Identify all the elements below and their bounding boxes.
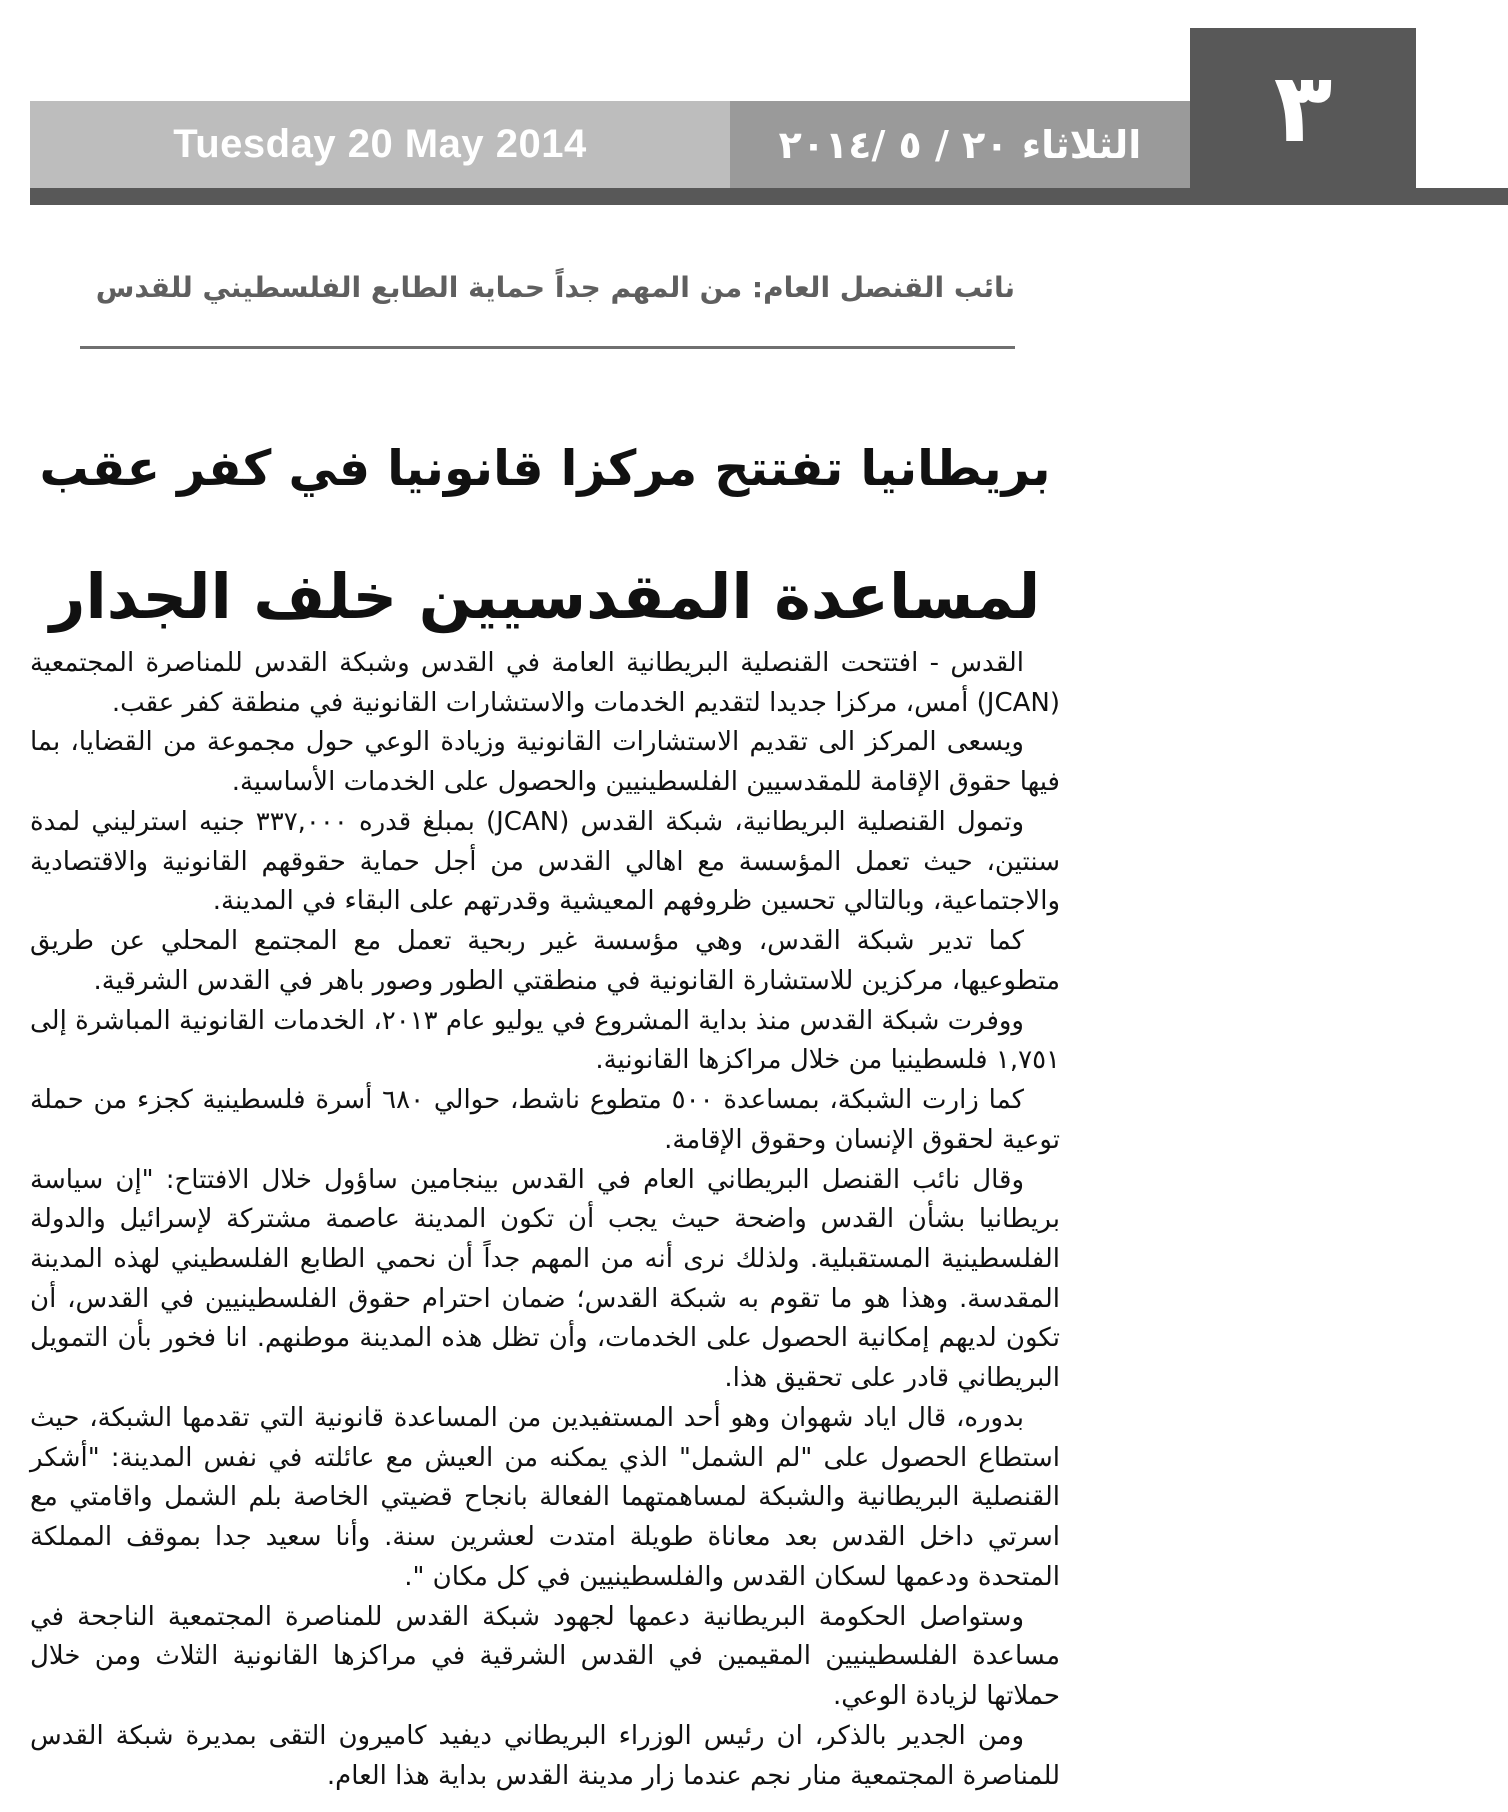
- article-paragraph: القدس - افتتحت القنصلية البريطانية العامة في القدس وشبكة القدس للمناصرة المجتمعية (JCAN) أمس، مركزا جديدا لتقديم الخدمات والاستشارات القانونية في منطقة كفر عقب.: [30, 648, 1060, 718]
- article-paragraph: وتمول القنصلية البريطانية، شبكة القدس (JCAN) بمبلغ قدره ٣٣٧,٠٠٠ جنيه استرليني لمدة سنتين، حيث تعمل المؤسسة مع اهالي القدس من أجل حماية حقوقهم القانونية والاقتصادية والاجتماعية، وبالتالي تحسين ظروفهم المعيشية وقدرتهم على البقاء في المدينة.: [30, 806, 1060, 917]
- article-paragraph: كما تدير شبكة القدس، وهي مؤسسة غير ربحية تعمل مع المجتمع المحلي عن طريق متطوعيها، مركزين للاستشارة القانونية في منطقتي الطور وصور باهر في القدس الشرقية.: [30, 926, 1060, 996]
- article-paragraph: ووفرت شبكة القدس منذ بداية المشروع في يوليو عام ٢٠١٣، الخدمات القانونية المباشرة إلى ١,٧٥١ فلسطينيا من خلال مراكزها القانونية.: [30, 1005, 1060, 1076]
- english-date: Tuesday 20 May 2014: [173, 122, 587, 166]
- kicker-divider: [80, 346, 1015, 349]
- arabic-date: الثلاثاء ٢٠ / ٥ /٢٠١٤: [778, 122, 1142, 167]
- article-paragraph: ويسعى المركز الى تقديم الاستشارات القانونية وزيادة الوعي حول مجموعة من القضايا، بما فيها حقوق الإقامة للمقدسيين الفلسطينيين والحصول على الخدمات الأساسية.: [30, 727, 1060, 798]
- article-paragraph: كما زارت الشبكة، بمساعدة ٥٠٠ متطوع ناشط، حوالي ٦٨٠ أسرة فلسطينية كجزء من حملة توعية لحقوق الإنسان وحقوق الإقامة.: [30, 1085, 1060, 1155]
- headline-line-1: بريطانيا تفتتح مركزا قانونيا في كفر عقب: [39, 440, 1051, 497]
- article-paragraph: وقال نائب القنصل البريطاني العام في القدس بينجامين ساؤول خلال الافتتاح: "إن سياسة بريطانيا بشأن القدس واضحة حيث يجب أن تكون المدينة عاصمة مشتركة لإسرائيل والدولة الفلسطينية المستقبلية. ولذلك نرى أنه من المهم جداً أن نحمي الطابع الفلسطيني لهذه المدينة المقدسة. وهذا هو ما تقوم به شبكة القدس؛ ضمان احترام حقوق الفلسطينيين في القدس، أن تكون لديهم إمكانية الحصول على الخدمات، وأن تظل هذه المدينة موطنهم. انا فخور بأن التمويل البريطاني قادر على تحقيق هذا.: [30, 1164, 1060, 1394]
- article-body: [30, 644, 1060, 1796]
- article-kicker: نائب القنصل العام: من المهم جداً حماية الطابع الفلسطيني للقدس: [95, 271, 1015, 304]
- article-paragraph: ومن الجدير بالذكر، ان رئيس الوزراء البريطاني ديفيد كاميرون التقى بمديرة شبكة القدس للمناصرة المجتمعية منار نجم عندما زار مدينة القدس بداية هذا العام.: [30, 1720, 1060, 1791]
- article-headline: [30, 405, 1060, 661]
- english-date-bar: [30, 101, 730, 188]
- article-paragraph: وستواصل الحكومة البريطانية دعمها لجهود شبكة القدس للمناصرة المجتمعية الناجحة في مساعدة الفلسطينيين المقيمين في القدس الشرقية في مراكزها القانونية الثلاث ومن خلال حملاتها لزيادة الوعي.: [30, 1601, 1060, 1712]
- article-paragraph: بدوره، قال اياد شهوان وهو أحد المستفيدين من المساعدة قانونية التي تقدمها الشبكة، حيث استطاع الحصول على "لم الشمل" الذي يمكنه من العيش مع عائلته في نفس المدينة: "أشكر القنصلية البريطانية والشبكة لمساهمتهما الفعالة بانجاح قضيتي الخاصة بلم الشمل واقامتي مع اسرتي داخل القدس بعد معاناة طويلة امتدت لعشرين سنة. وأنا سعيد جدا بموقف المملكة المتحدة ودعمها لسكان القدس والفلسطينيين في كل مكان ".: [30, 1402, 1060, 1592]
- headline-line-2: لمساعدة المقدسيين خلف الجدار: [49, 560, 1041, 633]
- arabic-date-bar: [730, 101, 1190, 188]
- page-number-box: [1190, 28, 1416, 188]
- header-divider: [30, 188, 1508, 205]
- page-number: ٣: [1273, 52, 1333, 164]
